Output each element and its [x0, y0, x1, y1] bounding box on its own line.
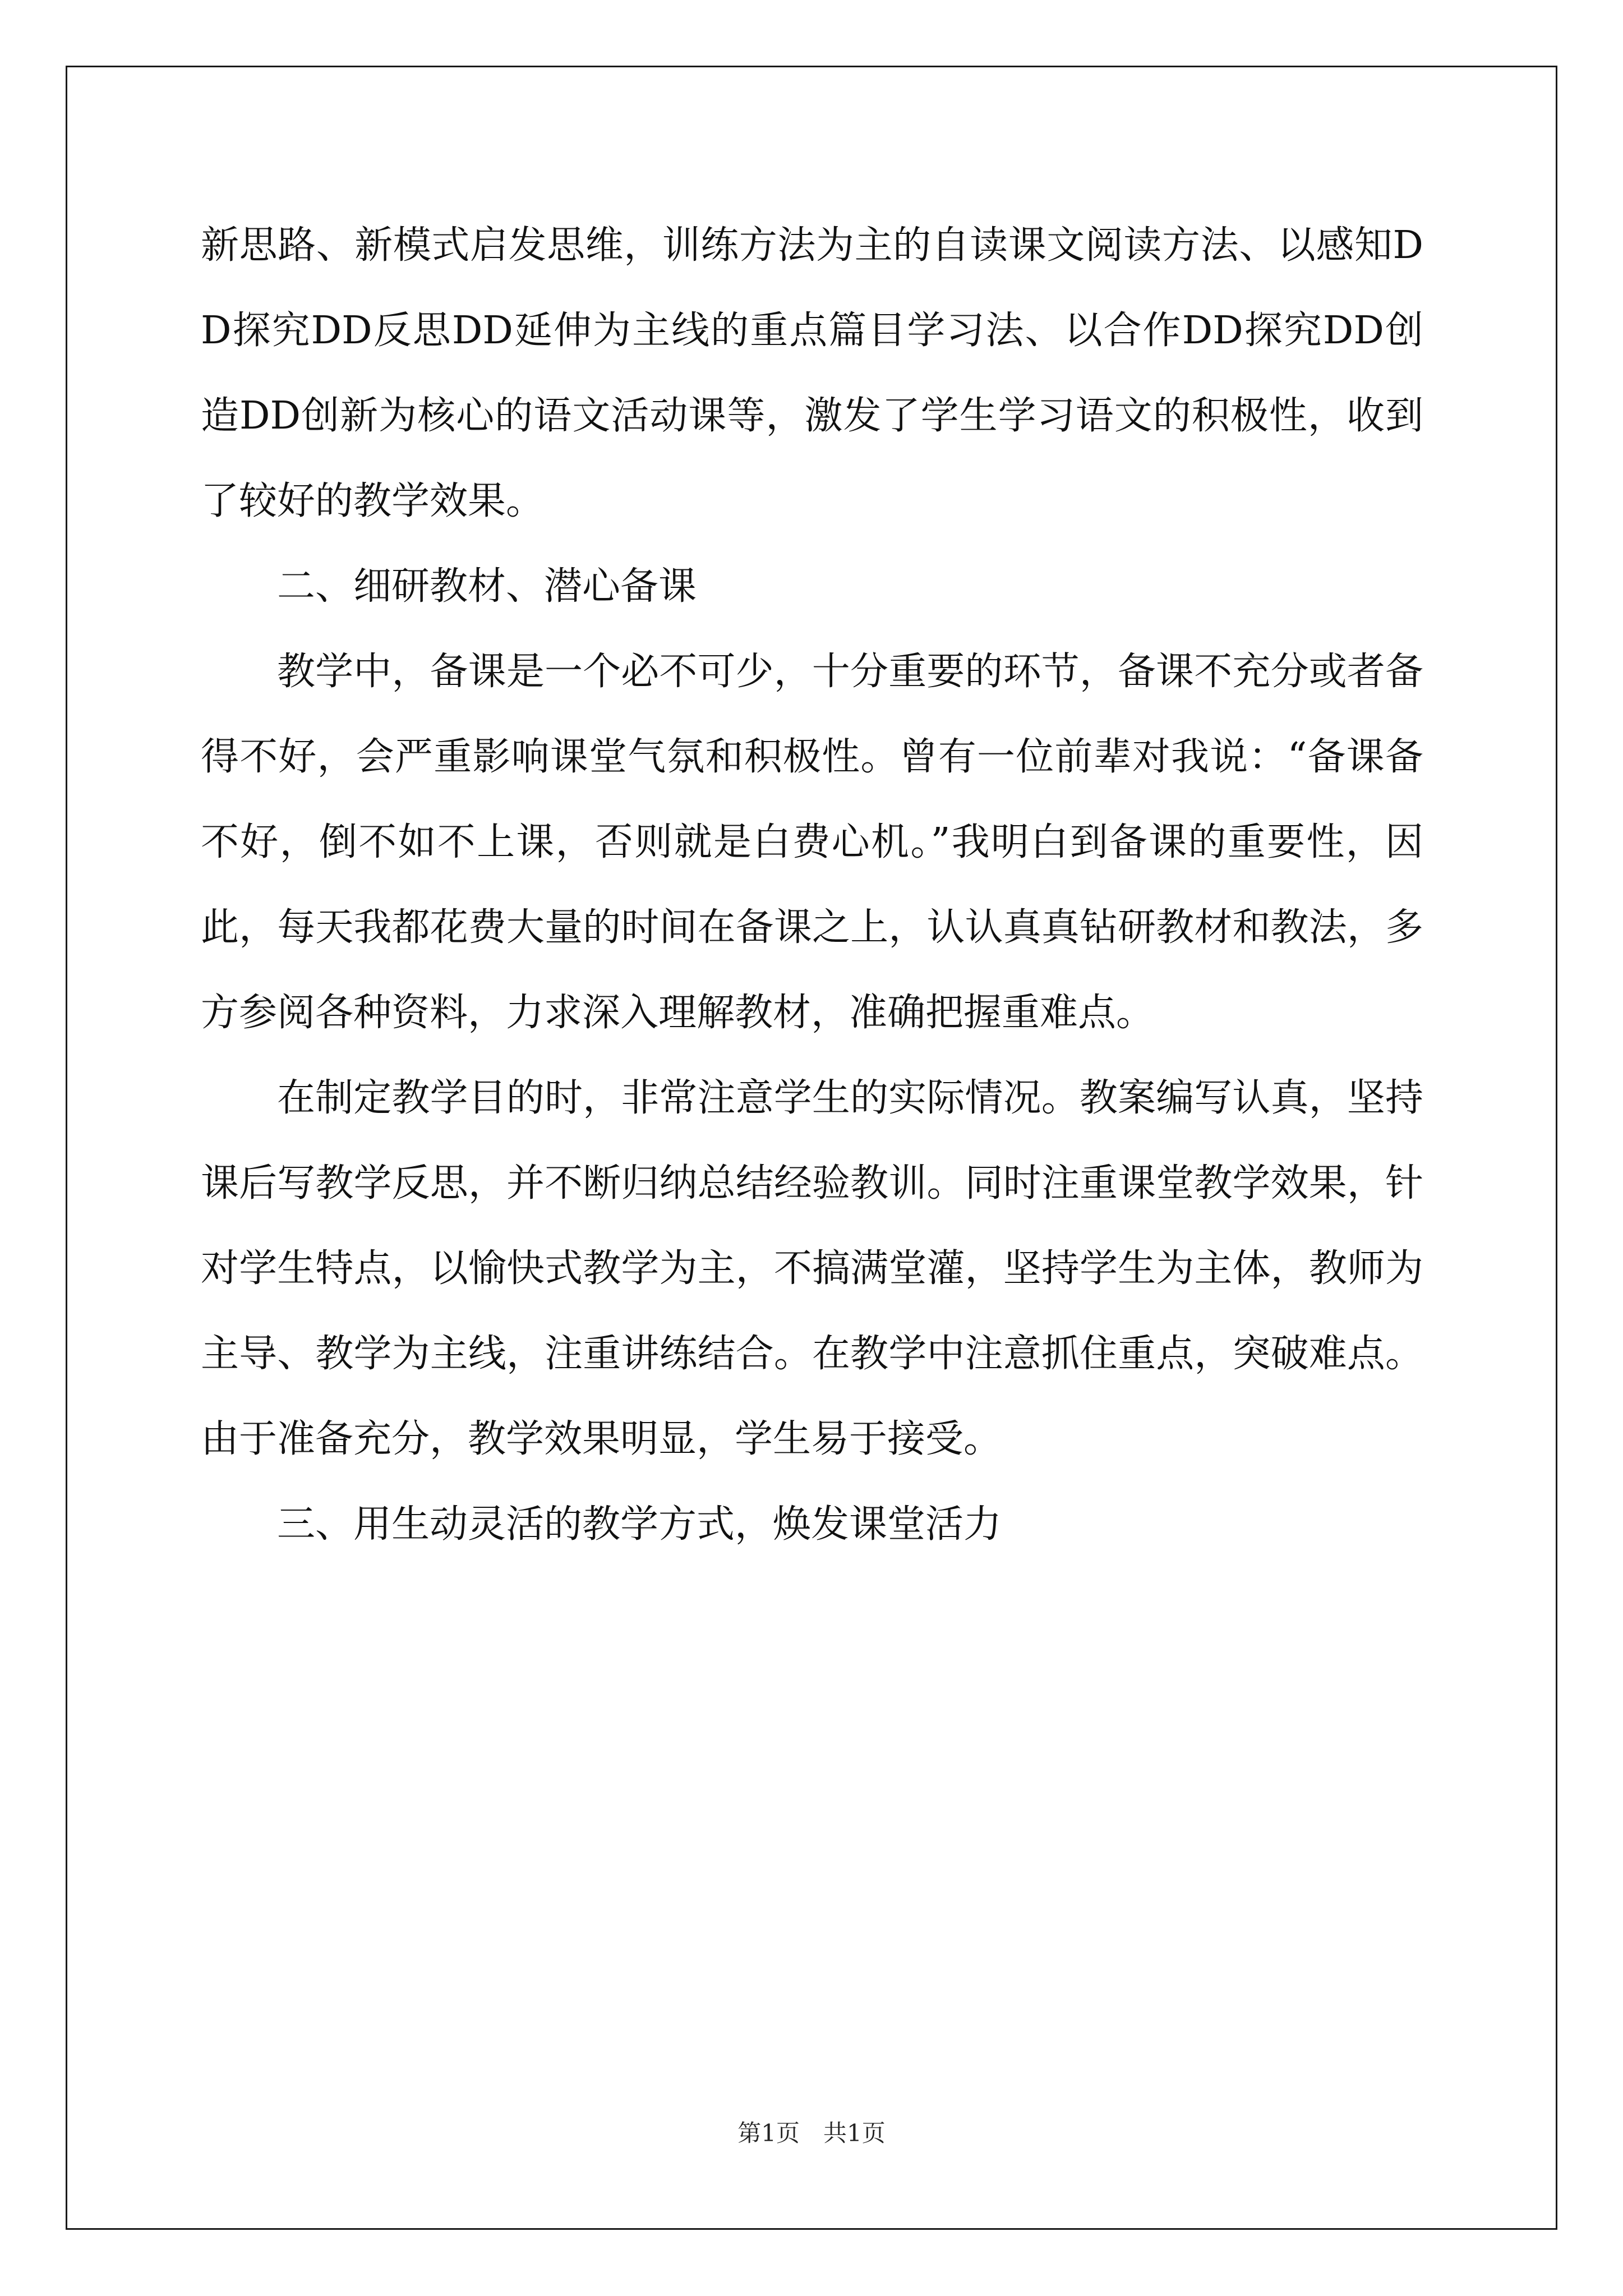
page-footer: 第1页 共1页 — [737, 2119, 886, 2147]
paragraph-intro: 新思路、新模式启发思维，训练方法为主的自读课文阅读方法、以感知DD探究DD反思DD延伸为主线的重点篇目学习法、以合作DD探究DD创造DD创新为核心的语文活动课等，激发了学生学习语文的积极性，收到了较好的教学效果。 — [201, 223, 1423, 523]
section-heading-3: 三、用生动灵活的教学方式，焕发课堂活力 — [277, 1502, 1002, 1547]
paragraph-lesson-prep: 教学中，备课是一个必不可少，十分重要的环节，备课不充分或者备得不好，会严重影响课堂气氛和积极性。曾有一位前辈对我说：“备课备不好，倒不如不上课，否则就是白费心机。”我明白到备课的重要性，因此，每天我都花费大量的时间在备课之上，认认真真钻研教材和教法，多方参阅各种资料，力求深入理解教材，准确把握重难点。 — [201, 650, 1423, 1035]
paragraph-teaching-goals: 在制定教学目的时，非常注意学生的实际情况。教案编写认真，坚持课后写教学反思，并不断归纳总结经验教训。同时注重课堂教学效果，针对学生特点，以愉快式教学为主，不搞满堂灌，坚持学生为主体，教师为主导、教学为主线，注重讲练结合。在教学中注意抓住重点，突破难点。由于准备充分，教学效果明显，学生易于接受。 — [201, 1076, 1423, 1461]
section-heading-2: 二、细研教材、潜心备课 — [277, 564, 697, 609]
document-body — [201, 203, 1423, 1567]
